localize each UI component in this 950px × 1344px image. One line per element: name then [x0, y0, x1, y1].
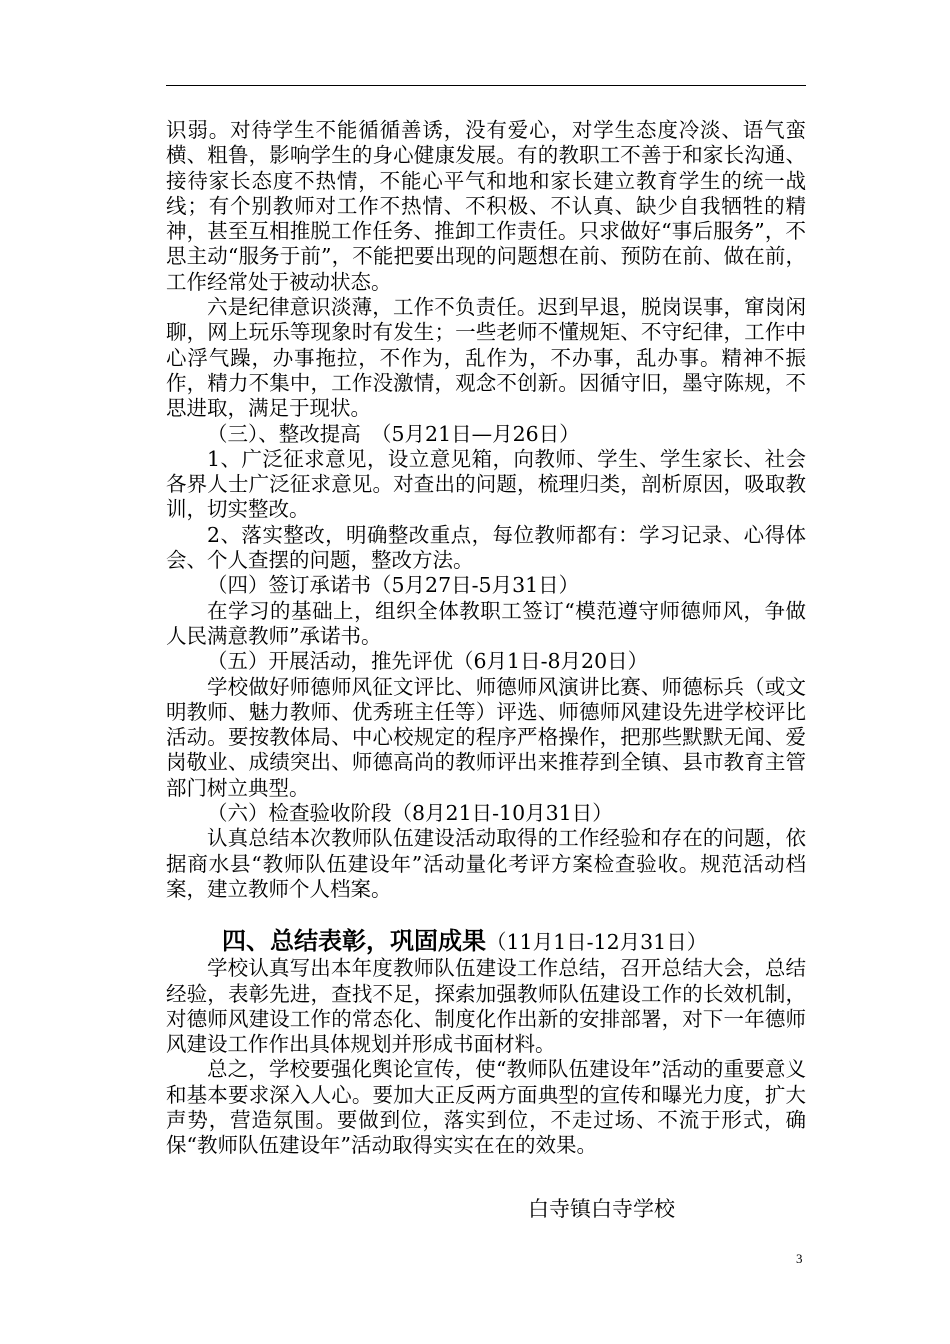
subheading-pledge: （四）签订承诺书（5月27日-5月31日） [207, 573, 580, 598]
subheading-activities: （五）开展活动，推先评优（6月1日-8月20日） [207, 649, 649, 674]
paragraph-discipline: 六是纪律意识淡薄，工作不负责任。迟到早退，脱岗误事，窜岗闲聊，网上玩乐等现象时有发生；一些老师不懂规矩、不守纪律，工作中心浮气躁，办事拖拉，不作为，乱作为，不办事，乱办事。精神不振作，精力不集中，工作没激情，观念不创新。因循守旧，墨守陈规，不思进取，满足于现状。 [166, 295, 806, 421]
paragraph-pledge: 在学习的基础上，组织全体教职工签订“模范遵守师德师风，争做人民满意教师”承诺书。 [166, 598, 806, 648]
subheading-rectify: （三）、整改提高 （5月21日—月26日） [207, 421, 580, 446]
section-spacer [166, 902, 806, 928]
section-heading-date: （11月1日-12月31日） [486, 930, 708, 955]
paragraph-conclusion: 总之，学校要强化舆论宣传，使“教师队伍建设年”活动的重要意义和基本要求深入人心。要加大正反两方面典型的宣传和曝光力度，扩大声势，营造氛围。要做到位，落实到位，不走过场、不流于形式，确保“教师队伍建设年”活动取得实实在在的效果。 [166, 1057, 806, 1158]
paragraph-activities: 学校做好师德师风征文评比、师德师风演讲比赛、师德标兵（或文明教师、魅力教师、优秀班主任等）评选、师德师风建设先进学校评比活动。要按教体局、中心校规定的程序严格操作，把那些默默无闻、爱岗敬业、成绩突出、师德高尚的教师评出来推荐到全镇、县市教育主管部门树立典型。 [166, 674, 806, 800]
section-heading-title: 四、总结表彰，巩固成果 [222, 927, 486, 956]
subheading-inspection: （六）检查验收阶段（8月21日-10月31日） [207, 801, 613, 826]
paragraph-inspection: 认真总结本次教师队伍建设活动取得的工作经验和存在的问题，依据商水县“教师队伍建设年”活动量化考评方案检查验收。规范活动档案，建立教师个人档案。 [166, 826, 806, 901]
paragraph-continued: 识弱。对待学生不能循循善诱，没有爱心，对学生态度冷淡、语气蛮横、粗鲁，影响学生的身心健康发展。有的教职工不善于和家长沟通、接待家长态度不热情，不能心平气和地和家长建立教育学生的统一战线；有个别教师对工作不热情、不积极、不认真、缺少自我牺牲的精神，甚至互相推脱工作任务、推卸工作责任。只求做好“事后服务”，不思主动“服务于前”，不能把要出现的问题想在前、预防在前、做在前，工作经常处于被动状态。 [166, 118, 806, 294]
paragraph-summary: 学校认真写出本年度教师队伍建设工作总结，召开总结大会，总结经验，表彰先进，查找不足，探索加强教师队伍建设工作的长效机制，对德师风建设工作的常态化、制度化作出新的安排部署，对下一年德师风建设工作作出具体规划并形成书面材料。 [166, 956, 806, 1057]
paragraph-implement-rectify: 2、落实整改，明确整改重点，每位教师都有：学习记录、心得体会、个人查摆的问题，整改方法。 [166, 522, 806, 573]
header-rule [166, 85, 806, 86]
signature-school: 白寺镇白寺学校 [528, 1197, 675, 1221]
page-number: 3 [796, 1251, 803, 1266]
paragraph-solicit-opinions: 1、广泛征求意见，设立意见箱，向教师、学生、学生家长、社会各界人士广泛征求意见。对查出的问题，梳理归类，剖析原因，吸取教训，切实整改。 [166, 446, 806, 522]
section-heading [166, 928, 806, 956]
document-body [166, 118, 806, 1159]
